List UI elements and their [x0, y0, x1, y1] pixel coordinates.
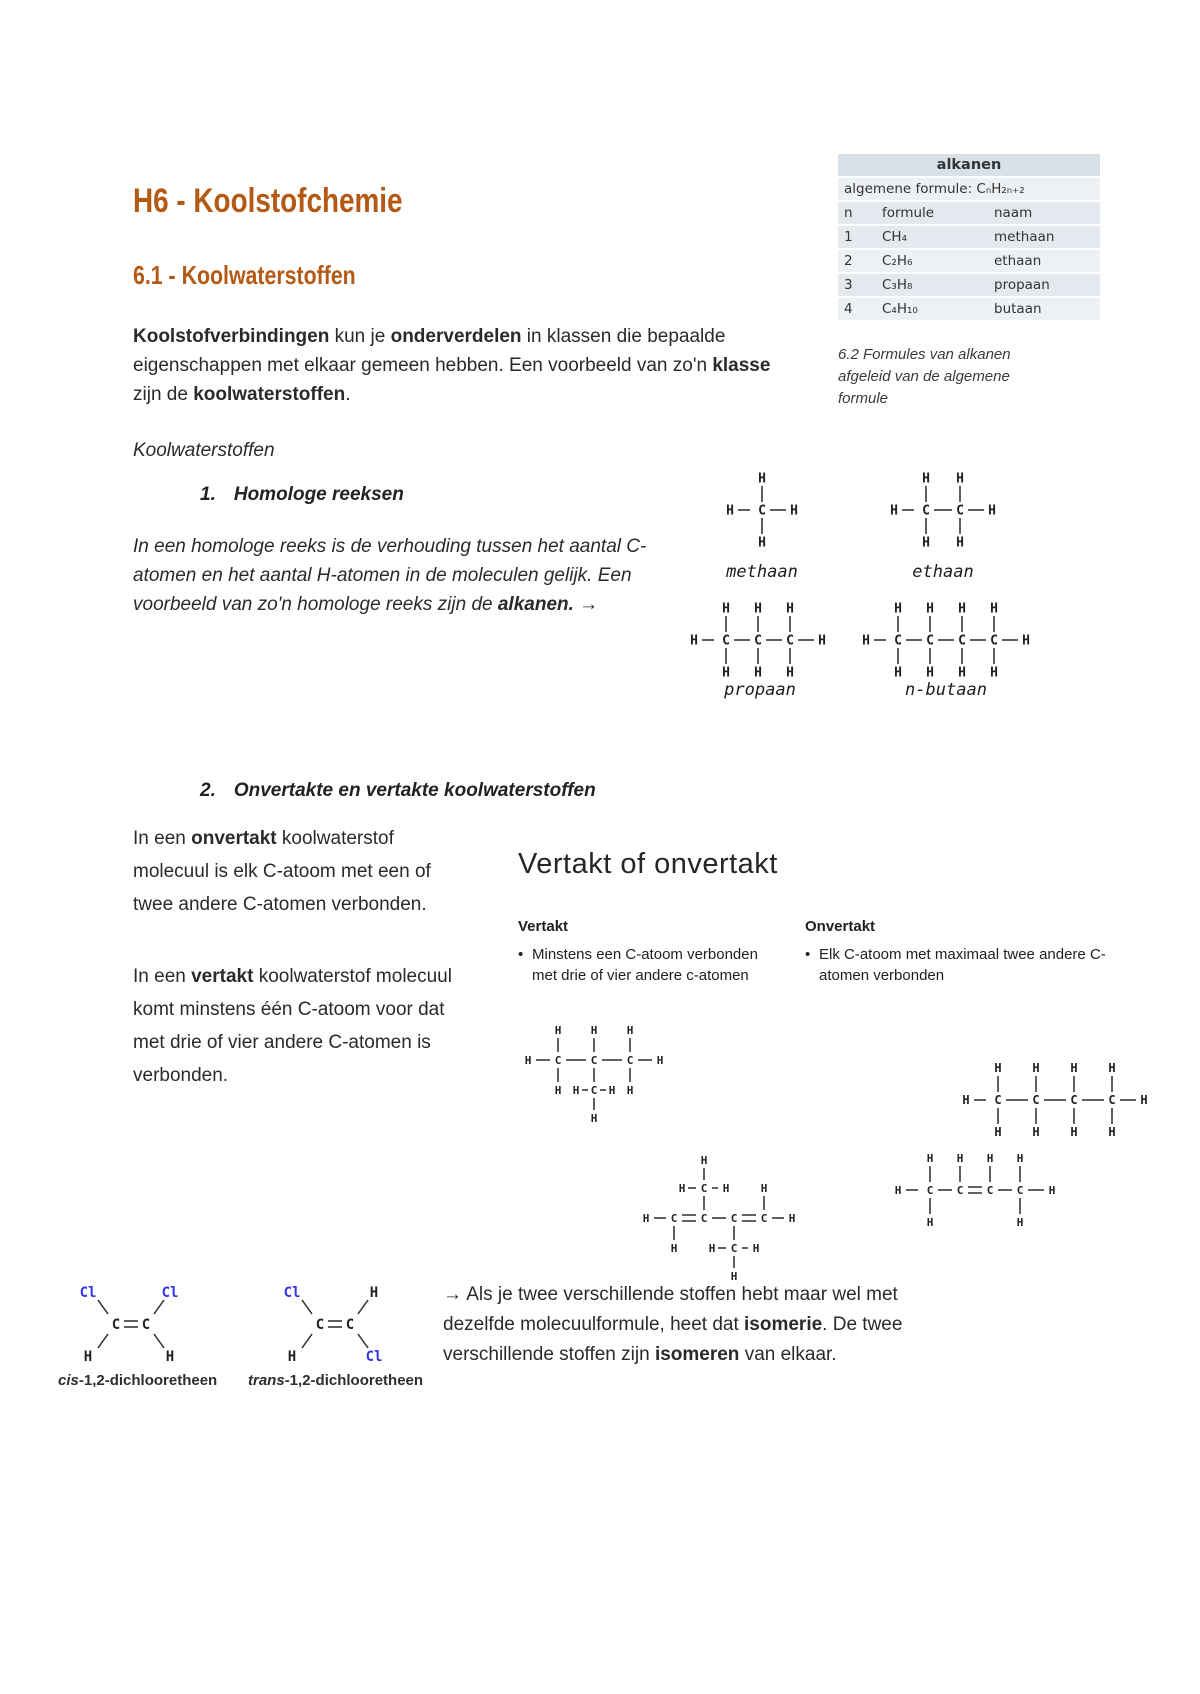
atom-symbol: H — [758, 471, 766, 487]
atom-symbol: H — [287, 1348, 297, 1365]
slide-heading-vertakt: Vertakt — [518, 918, 569, 935]
atom-symbol: H — [1048, 1183, 1056, 1197]
table-cell: 2 — [838, 250, 876, 272]
atom-symbol: C — [1108, 1093, 1116, 1108]
atom-symbol: H — [369, 1284, 379, 1301]
atom-symbol: C — [758, 503, 766, 519]
atom-symbol: H — [862, 633, 870, 649]
atom-symbol: C — [1032, 1093, 1040, 1108]
cis-label: cis-1,2-dichlooretheen — [58, 1372, 218, 1389]
propaan-structure-svg — [680, 588, 836, 692]
atom-symbol: H — [700, 1153, 708, 1167]
atom-symbol: C — [700, 1181, 708, 1195]
atom-symbol: H — [722, 601, 730, 617]
atom-symbol: C — [722, 633, 730, 649]
atom-symbol: C — [994, 1093, 1002, 1108]
atom-symbol: H — [752, 1241, 760, 1255]
atom-symbol: H — [1070, 1061, 1078, 1076]
atom-symbol: C — [590, 1083, 598, 1097]
atom-symbol: C — [554, 1053, 562, 1067]
cis-structure-svg — [58, 1268, 198, 1376]
methaan-label: methaan — [726, 562, 798, 582]
column-header-formule: formule — [876, 202, 988, 224]
atom-symbol: H — [894, 601, 902, 617]
atom-symbol: Cl — [79, 1284, 97, 1301]
slide-bullet-vertakt-text: Minstens een C-atoom verbonden met drie of vier andere c-atomen — [532, 946, 758, 984]
atom-symbol: H — [786, 665, 794, 681]
bond-line — [302, 1334, 312, 1348]
slide-bullet-onvertakt-text: Elk C-atoom met maximaal twee andere C-atomen verbonden — [819, 946, 1106, 984]
atom-symbol: H — [730, 1269, 738, 1283]
atom-symbol: H — [958, 601, 966, 617]
atom-symbol: C — [786, 633, 794, 649]
atom-symbol: H — [690, 633, 698, 649]
n-butaan-structure-svg — [852, 588, 1040, 692]
slide-bullet-vertakt — [518, 944, 758, 986]
bond-line — [154, 1334, 164, 1348]
atom-symbol: H — [754, 601, 762, 617]
vertakt-example-2-svg — [630, 1142, 820, 1290]
table-row — [838, 226, 1100, 248]
atom-symbol: C — [926, 1183, 934, 1197]
trans-label: trans-1,2-dichlooretheen — [248, 1372, 424, 1389]
table-formula-row — [838, 178, 1100, 200]
trans-structure-svg — [262, 1268, 402, 1376]
atom-symbol: H — [165, 1348, 175, 1365]
table-cell: CH₄ — [876, 226, 988, 248]
column-header-n: n — [838, 202, 876, 224]
atom-symbol: H — [754, 665, 762, 681]
atom-symbol: H — [722, 665, 730, 681]
atom-symbol: H — [1016, 1215, 1024, 1229]
propaan-label: propaan — [724, 680, 796, 700]
atom-symbol: C — [345, 1316, 355, 1333]
atom-symbol: C — [590, 1053, 598, 1067]
bond-line — [358, 1334, 368, 1348]
atom-symbol: H — [572, 1083, 580, 1097]
atom-symbol: C — [315, 1316, 325, 1333]
atom-symbol: H — [788, 1211, 796, 1225]
alkanen-table — [838, 152, 1100, 322]
atom-symbol: C — [894, 633, 902, 649]
atom-symbol: C — [956, 503, 964, 519]
table-row — [838, 274, 1100, 296]
atom-symbol: H — [1022, 633, 1030, 649]
atom-symbol: H — [790, 503, 798, 519]
atom-symbol: C — [990, 633, 998, 649]
ethaan-label: ethaan — [912, 562, 974, 582]
atom-symbol: C — [670, 1211, 678, 1225]
table-caption: 6.2 Formules van alkanen afgeleid van de algemene formule — [838, 346, 1011, 407]
atom-symbol: H — [926, 665, 934, 681]
atom-symbol: H — [1070, 1125, 1078, 1140]
atom-symbol: H — [958, 665, 966, 681]
atom-symbol: H — [760, 1181, 768, 1195]
table-column-header-row — [838, 202, 1100, 224]
atom-symbol: H — [590, 1023, 598, 1037]
atom-symbol: H — [726, 503, 734, 519]
atom-symbol: H — [626, 1083, 634, 1097]
atom-symbol: H — [956, 471, 964, 487]
atom-symbol: C — [141, 1316, 151, 1333]
section-subtitle: 6.1 - Koolwaterstoffen — [133, 260, 356, 290]
table-cell: methaan — [988, 226, 1100, 248]
atom-symbol: H — [670, 1241, 678, 1255]
onvertakt-example-2-svg — [884, 1138, 1066, 1242]
atom-symbol: C — [1016, 1183, 1024, 1197]
atom-symbol: H — [926, 1151, 934, 1165]
atom-symbol: C — [111, 1316, 121, 1333]
atom-symbol: H — [990, 665, 998, 681]
atom-symbol: H — [818, 633, 826, 649]
atom-symbol: H — [990, 601, 998, 617]
bond-line — [302, 1300, 312, 1314]
table-cell: 4 — [838, 298, 876, 320]
list-heading-1-text: Homologe reeksen — [233, 484, 404, 505]
atom-symbol: H — [554, 1023, 562, 1037]
section-heading-2-number: 2. — [200, 780, 216, 801]
column-header-naam: naam — [988, 202, 1100, 224]
atom-symbol: C — [730, 1211, 738, 1225]
table-cell: C₃H₈ — [876, 274, 988, 296]
atom-symbol: H — [590, 1111, 598, 1125]
atom-symbol: H — [988, 503, 996, 519]
atom-symbol: C — [626, 1053, 634, 1067]
bond-line — [358, 1300, 368, 1314]
atom-symbol: H — [1108, 1061, 1116, 1076]
atom-symbol: H — [554, 1083, 562, 1097]
onvertakt-example-1-svg — [952, 1048, 1158, 1152]
table-row — [838, 298, 1100, 320]
atom-symbol: C — [754, 633, 762, 649]
atom-symbol: H — [642, 1211, 650, 1225]
table-formula: algemene formule: CₙH₂ₙ₊₂ — [838, 178, 1100, 200]
atom-symbol: H — [626, 1023, 634, 1037]
alkanen-table-body — [838, 154, 1100, 320]
atom-symbol: H — [962, 1093, 970, 1108]
bullet-icon: • — [518, 946, 524, 963]
atom-symbol: H — [758, 535, 766, 551]
isomerie-paragraph: → Als je twee verschillende stoffen hebt maar wel met dezelfde molecuulformule, heet dat isomerie. De twee verschillende stoffen zijn isomeren van elkaar. — [443, 1284, 903, 1365]
atom-symbol: C — [730, 1241, 738, 1255]
atom-symbol: Cl — [283, 1284, 301, 1301]
atom-symbol: H — [926, 601, 934, 617]
atom-symbol: H — [890, 503, 898, 519]
slide-bullet-onvertakt — [805, 944, 1115, 986]
slide-title: Vertakt of onvertakt — [518, 848, 778, 880]
table-cell: ethaan — [988, 250, 1100, 272]
section-heading-2 — [200, 780, 596, 802]
atom-symbol: H — [1140, 1093, 1148, 1108]
atom-symbol: H — [708, 1241, 716, 1255]
atom-symbol: C — [926, 633, 934, 649]
atom-symbol: H — [722, 1181, 730, 1195]
ethaan-structure-svg — [880, 458, 1006, 562]
atom-symbol: H — [956, 535, 964, 551]
intro-paragraph: Koolstofverbindingen kun je onderverdelen in klassen die bepaalde eigenschappen met elkaar gemeen hebben. Een voorbeeld van zo'n klasse zijn de koolwaterstoffen. — [133, 326, 771, 405]
list-heading-1-number: 1. — [200, 484, 216, 505]
atom-symbol: H — [1032, 1125, 1040, 1140]
section-heading-2-text: Onvertakte en vertakte koolwaterstoffen — [233, 780, 596, 801]
table-cell: C₄H₁₀ — [876, 298, 988, 320]
bond-line — [154, 1300, 164, 1314]
atom-symbol: H — [994, 1061, 1002, 1076]
table-title: alkanen — [838, 154, 1100, 176]
table-cell: propaan — [988, 274, 1100, 296]
paragraph-vertakt: In een vertakt koolwaterstof molecuul komt minstens één C-atoom voor dat met drie of vier andere C-atomen is verbonden. — [133, 966, 452, 1086]
atom-symbol: H — [786, 601, 794, 617]
atom-symbol: H — [524, 1053, 532, 1067]
table-cell: 1 — [838, 226, 876, 248]
table-title-row — [838, 154, 1100, 176]
atom-symbol: H — [926, 1215, 934, 1229]
methaan-structure-svg — [716, 458, 808, 562]
atom-symbol: H — [986, 1151, 994, 1165]
paragraph-onvertakt: In een onvertakt koolwaterstof molecuul is elk C-atoom met een of twee andere C-atomen verbonden. — [133, 828, 431, 915]
atom-symbol: C — [922, 503, 930, 519]
atom-symbol: H — [656, 1053, 664, 1067]
atom-symbol: C — [1070, 1093, 1078, 1108]
table-cell: 3 — [838, 274, 876, 296]
atom-symbol: H — [1016, 1151, 1024, 1165]
atom-symbol: H — [922, 535, 930, 551]
atom-symbol: C — [958, 633, 966, 649]
atom-symbol: H — [922, 471, 930, 487]
atom-symbol: C — [700, 1211, 708, 1225]
atom-symbol: H — [894, 665, 902, 681]
atom-symbol: H — [1108, 1125, 1116, 1140]
atom-symbol: C — [760, 1211, 768, 1225]
bond-line — [98, 1334, 108, 1348]
table-cell: butaan — [988, 298, 1100, 320]
atom-symbol: Cl — [161, 1284, 179, 1301]
atom-symbol: H — [1032, 1061, 1040, 1076]
bond-line — [98, 1300, 108, 1314]
atom-symbol: H — [608, 1083, 616, 1097]
bullet-icon: • — [805, 946, 811, 963]
atom-symbol: H — [83, 1348, 93, 1365]
atom-symbol: H — [994, 1125, 1002, 1140]
n-butaan-label: n-butaan — [905, 680, 987, 700]
table-row — [838, 250, 1100, 272]
page-title: H6 - Koolstofchemie — [133, 182, 403, 220]
lead-italic: Koolwaterstoffen — [133, 440, 275, 461]
vertakt-example-1-svg — [512, 1008, 682, 1130]
table-cell: C₂H₆ — [876, 250, 988, 272]
atom-symbol: H — [956, 1151, 964, 1165]
atom-symbol: H — [678, 1181, 686, 1195]
slide-heading-onvertakt: Onvertakt — [805, 918, 876, 935]
atom-symbol: Cl — [365, 1348, 383, 1365]
atom-symbol: C — [986, 1183, 994, 1197]
atom-symbol: C — [956, 1183, 964, 1197]
homologe-paragraph: In een homologe reeks is de verhouding tussen het aantal C-atomen en het aantal H-atomen in de moleculen gelijk. Een voorbeeld van zo'n homologe reeks zijn de alkanen. → — [133, 536, 647, 615]
atom-symbol: H — [894, 1183, 902, 1197]
list-heading-1 — [200, 484, 404, 506]
